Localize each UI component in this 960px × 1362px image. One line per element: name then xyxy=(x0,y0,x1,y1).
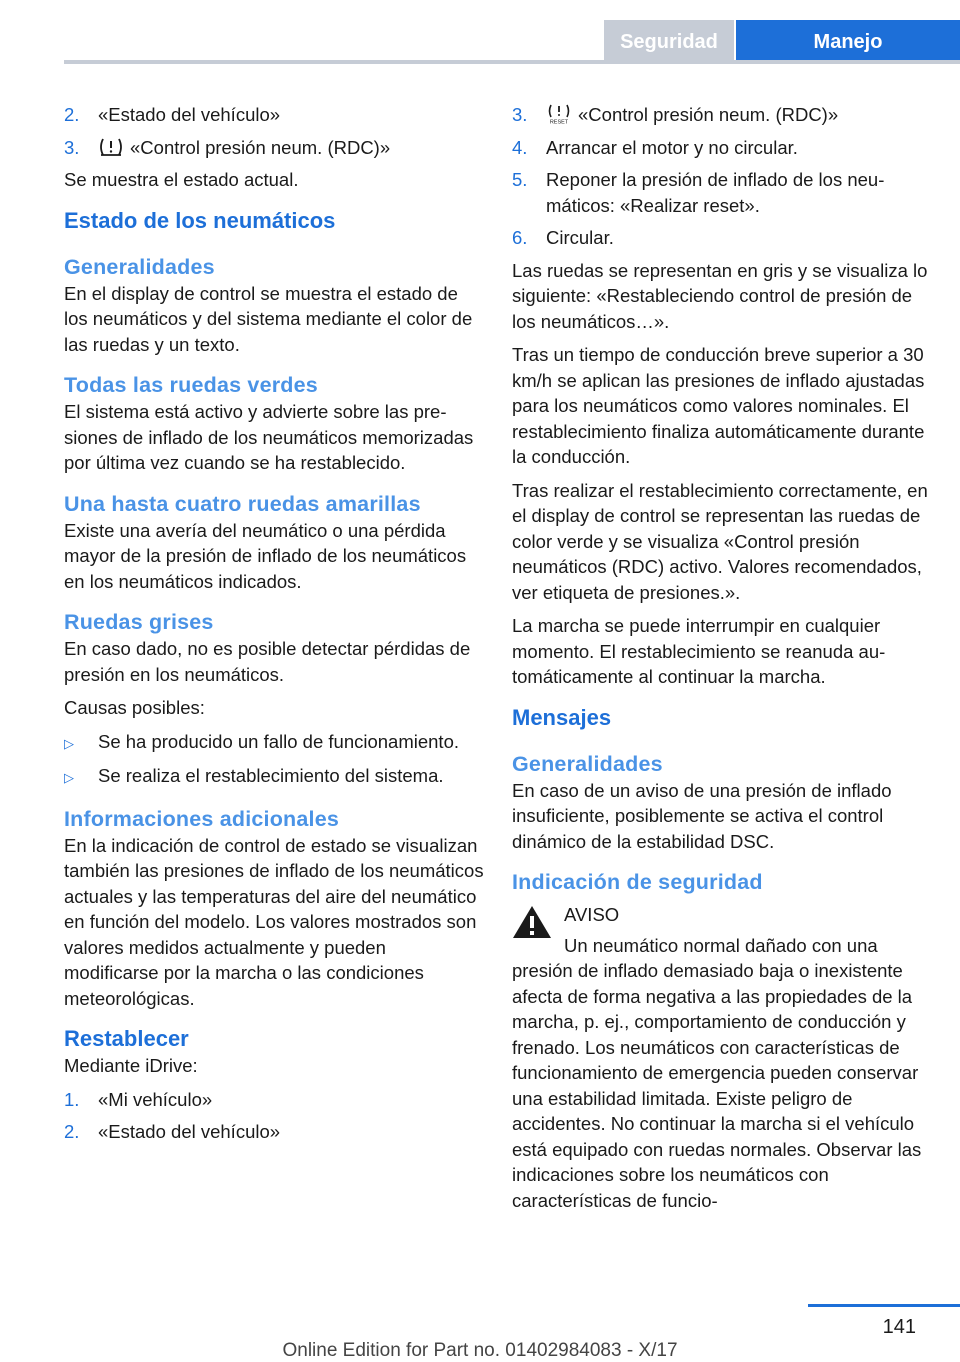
section-heading: Estado de los neumáticos xyxy=(64,207,336,233)
warning-text-first: Un neumático normal dañado con una xyxy=(564,934,878,956)
list-text: Circular. xyxy=(546,227,614,248)
list-item xyxy=(512,135,930,161)
list-item xyxy=(512,102,930,128)
section-heading: Restablecer xyxy=(64,1026,189,1051)
tab-manejo[interactable] xyxy=(736,20,960,64)
list-item xyxy=(512,167,930,218)
list-number: 4. xyxy=(512,136,528,158)
footer-rule xyxy=(808,1304,960,1307)
subsection-heading: Ruedas grises xyxy=(64,610,214,634)
list-number: 2. xyxy=(64,1121,80,1142)
list-text: «Mi vehículo» xyxy=(98,1088,213,1110)
tire-pressure-icon xyxy=(98,137,124,157)
paragraph: La marcha se puede interrumpir en cualquier momento. El restablecimiento se reanuda automáticamente al continuar la marcha. xyxy=(512,615,886,687)
list-number: 3. xyxy=(64,136,80,158)
subsection-heading: Generalidades xyxy=(64,254,215,279)
warning-lead xyxy=(564,902,878,958)
subsection-heading: Una hasta cuatro ruedas amarillas xyxy=(64,491,421,516)
list-item xyxy=(64,1119,484,1145)
paragraph: En el display de control se muestra el estado de los neumáticos y del sistema mediante el color de las ruedas y un texto. xyxy=(64,282,473,355)
list-text: Reponer la presión de inflado de los neumáticos: «Realizar reset». xyxy=(546,169,885,216)
bullet-triangle-icon: ▷ xyxy=(64,735,74,751)
warning-title: AVISO xyxy=(564,904,620,925)
list-item xyxy=(64,135,484,161)
subsection-heading: Todas las ruedas verdes xyxy=(64,373,318,397)
list-text: «Estado del vehículo» xyxy=(98,1121,281,1142)
paragraph: Existe una avería del neumático o una pérdida mayor de la presión de inflado de los neumáticos en los neumáticos indicados. xyxy=(64,519,467,592)
left-column xyxy=(64,102,484,1152)
list-text: «Estado del vehículo» xyxy=(98,104,281,125)
list-text: «Control presión neum. (RDC)» xyxy=(578,104,839,125)
bullet-text: Se ha producido un fallo de funcionamiento. xyxy=(98,730,460,752)
paragraph: Tras un tiempo de conducción breve superior a 30 km/h se aplican las presiones de inflado ajustadas para los neumáticos como valores nominales. El restablecimiento finaliza automáticamente durante la conducción. xyxy=(512,344,925,467)
list-text: Arrancar el motor y no circular. xyxy=(546,136,798,158)
footer-edition: Online Edition for Part no. 01402984083 - X/17 xyxy=(282,1340,678,1361)
tab-seguridad-label: Seguridad xyxy=(620,31,718,53)
list-number: 3. xyxy=(512,104,528,125)
paragraph: En caso de un aviso de una presión de inflado insuficiente, posiblemente se activa el control dinámico de la estabilidad DSC. xyxy=(512,779,892,852)
list-item xyxy=(512,225,930,251)
bullet-text: Se realiza el restablecimiento del sistema. xyxy=(98,765,444,786)
page-header xyxy=(0,0,960,64)
paragraph: Causas posibles: xyxy=(64,697,205,718)
section-heading: Mensajes xyxy=(512,704,612,730)
paragraph: En caso dado, no es posible detectar pérdidas de presión en los neumáticos. xyxy=(64,638,471,685)
paragraph: Las ruedas se representan en gris y se visualiza lo siguiente: «Restableciendo control de presión de los neumáticos…». xyxy=(512,259,928,332)
page-number: 141 xyxy=(882,1316,916,1338)
tab-manejo-label: Manejo xyxy=(813,31,883,53)
subsection-heading: Generalidades xyxy=(512,751,663,776)
list-number: 5. xyxy=(512,169,528,190)
bullet-item xyxy=(64,729,484,757)
bullet-item xyxy=(64,763,484,791)
paragraph: En la indicación de control de estado se visualizan también las presiones de inflado de los neumáticos actuales y las temperaturas del aire del neumático en función del modelo. Los valores mostrados son valores medidos actualmente y pueden modificarse por la marcha o las condiciones meteorológicas. xyxy=(64,834,484,1009)
list-number: 6. xyxy=(512,227,528,248)
header-rule xyxy=(64,60,960,64)
list-text: «Control presión neum. (RDC)» xyxy=(130,136,391,158)
list-item xyxy=(64,102,484,128)
list-item xyxy=(64,1087,484,1113)
right-column xyxy=(512,102,930,1221)
paragraph: Tras realizar el restablecimiento correctamente, en el display de control se representan las ruedas de color verde y se visualiza «Control presión neumáticos (RDC) activo. Valores recomendados, ver etiqueta de presiones.». xyxy=(512,479,928,603)
bullet-triangle-icon: ▷ xyxy=(64,770,74,785)
list-number: 1. xyxy=(64,1088,80,1110)
warning-block xyxy=(512,902,930,958)
paragraph: Mediante iDrive: xyxy=(64,1055,198,1076)
paragraph: El sistema está activo y advierte sobre las presiones de inflado de los neumáticos memorizadas por última vez cuando se ha restablecido. xyxy=(64,401,474,473)
warning-text: presión de inflado demasiado baja o inexistente afecta de forma negativa a las propiedades de la marcha, p. ej., comportamiento de conducción y frenado. Los neumáticos con características de funcionamiento de emergencia pueden conservar una estabilidad limitada. Existe peligro de accidentes. No continuar la marcha si el vehículo está equipado con ruedas normales. Observar las indicaciones sobre los neumáticos con características de funcio- xyxy=(512,960,922,1211)
warning-triangle-icon xyxy=(512,904,552,940)
subsection-heading: Indicación de seguridad xyxy=(512,870,763,894)
list-number: 2. xyxy=(64,104,80,125)
tire-pressure-reset-icon xyxy=(546,104,572,124)
paragraph: Se muestra el estado actual. xyxy=(64,169,299,190)
subsection-heading: Informaciones adicionales xyxy=(64,806,340,831)
tab-seguridad[interactable] xyxy=(604,20,734,64)
reset-label: RESET xyxy=(549,119,569,124)
